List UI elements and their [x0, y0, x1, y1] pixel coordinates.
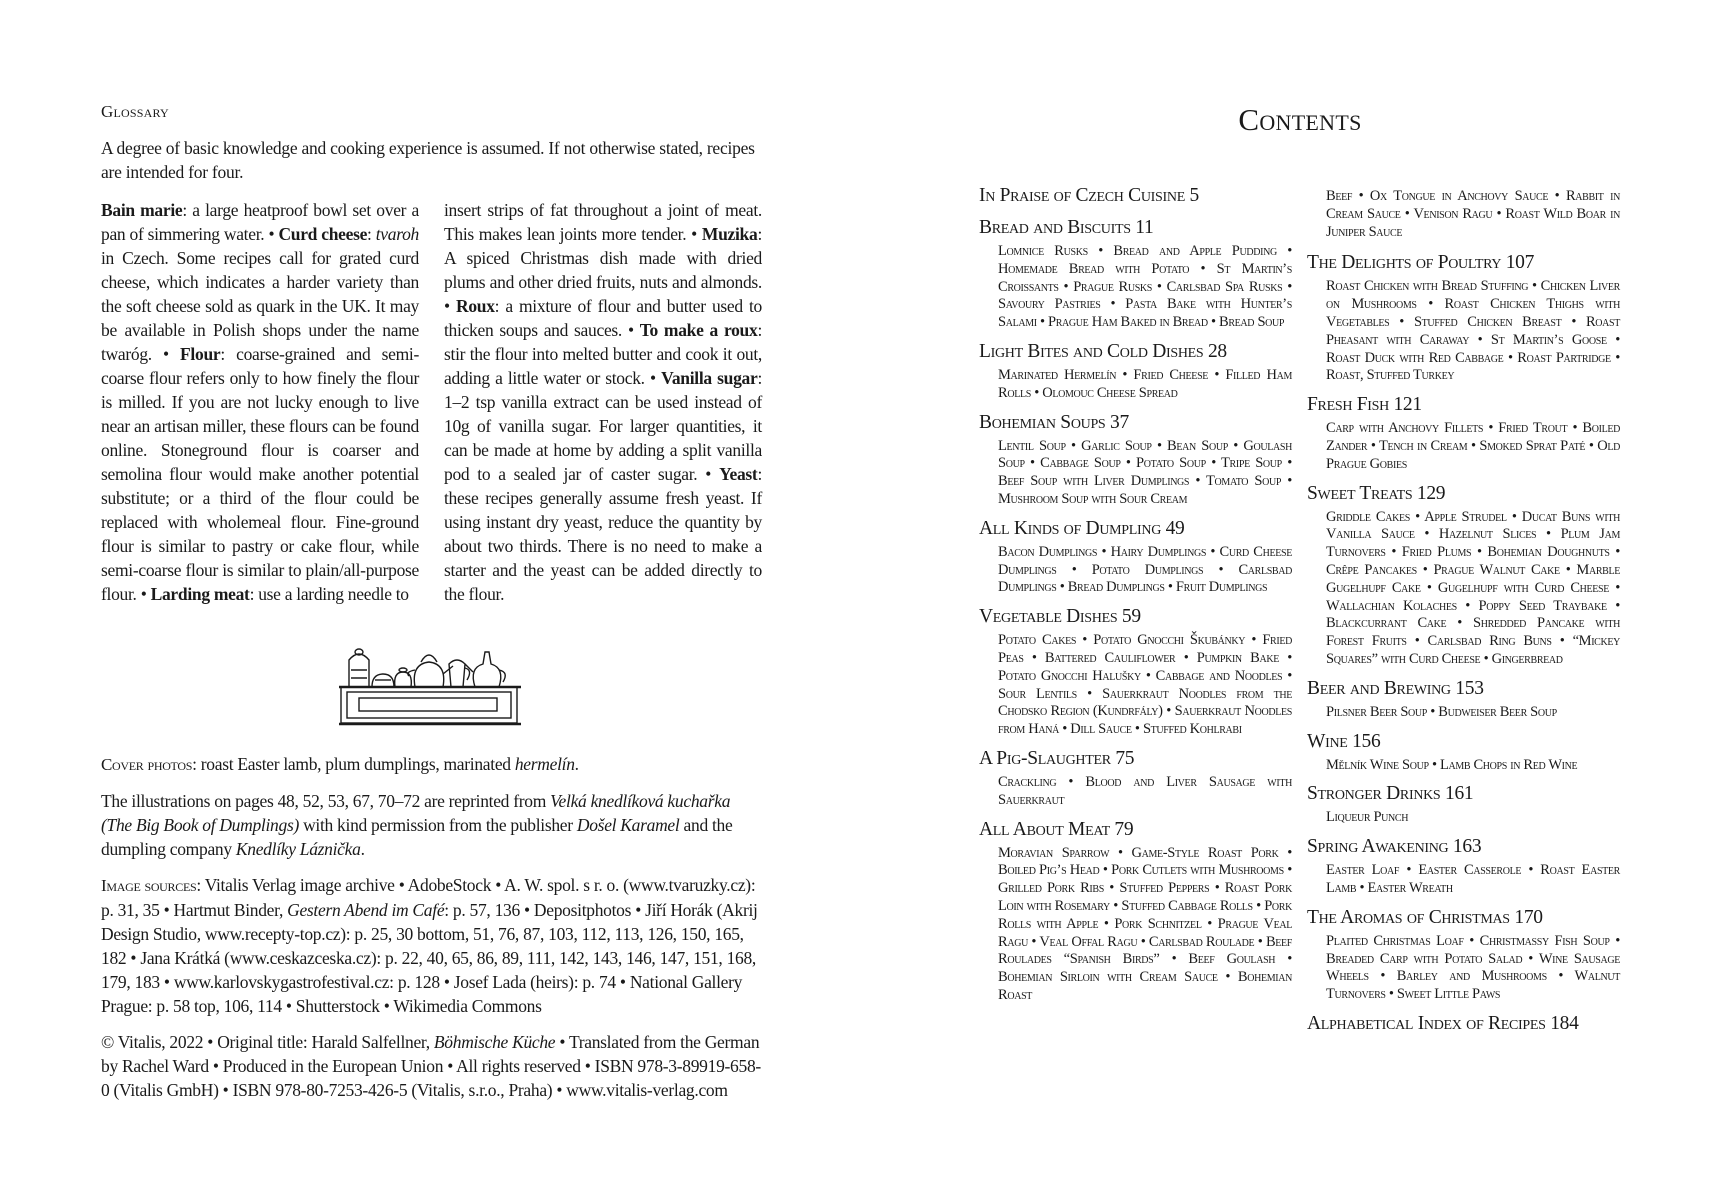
contents-chapter: [979, 184, 1292, 208]
cover-photos-label: Cover photos: [101, 755, 193, 774]
chapter-title-the-delights-of-poultry-107: The Delights of Poultry 107: [1307, 252, 1535, 274]
chapter-recipes: Moravian Sparrow • Game-Style Roast Pork • Boiled Pig’s Head • Pork Cutlets with Mushrooms • Grilled Pork Ribs • Stuffed Peppers • Roast Pork Loin with Rosemary • Stuffed Cabbage Rolls • Pork Rolls with Apple • Pork Schnitzel • Prague Veal Ragu • Veal Offal Ragu • Carlsbad Roulade • Beef Roulades “Spanish Birds” • Beef Goulash • Bohemian Sirloin with Cream Sauce • Bohemian Roast: [998, 844, 1292, 1003]
chapter-recipes: Lomnice Rusks • Bread and Apple Pudding • Homemade Bread with Potato • St Martin’s Croissants • Prague Rusks • Carlsbad Spa Rusks • Savoury Pastries • Pasta Bake with Hunter’s Salami • Prague Ham Baked in Bread • Bread Soup: [998, 243, 1292, 331]
contents-column-1: [979, 184, 1292, 1013]
contents-chapter: [979, 818, 1292, 1005]
image-sources-label: Image sources: [101, 876, 197, 895]
glossary-heading: Glossary: [101, 102, 169, 121]
illustrations-text-e: and the dumpling company: [101, 815, 733, 859]
chapter-title-all-about-meat-79: All About Meat 79: [979, 818, 1134, 840]
definition-yeast: : these recipes generally assume fresh yeast. If using instant dry yeast, reduce the quantity by about two thirds. There is no need to make a starter and the yeast can be added directly to the flour.: [444, 464, 762, 604]
cover-photos-text: : roast Easter lamb, plum dumplings, marinated: [192, 754, 515, 774]
illustrations-company: Knedlíky Láznička: [235, 839, 361, 859]
definition-curd-cheese-b: in Czech. Some recipes call for grated curd cheese, which indicates a harder variety than the soft cheese sold as quark in the UK. It may be available in Polish shops under the name twaróg. •: [101, 248, 419, 364]
chapter-recipes: Carp with Anchovy Fillets • Fried Trout • Boiled Zander • Tench in Cream • Smoked Sprat Paté • Old Prague Gobies: [1326, 420, 1620, 472]
contents-chapter: [979, 340, 1292, 403]
contents-chapter: [979, 216, 1292, 332]
illustrations-text-c: with kind permission from the publisher: [299, 815, 577, 835]
definition-vanilla-sugar: : 1–2 tsp vanilla extract can be used instead of 10g of vanilla sugar. For larger quantities, it can be made at home by adding a split vanilla pod to a sealed jar of caster sugar. •: [444, 368, 762, 484]
image-sources-credit: [101, 873, 762, 1018]
definition-roux: : a mixture of flour and butter used to thicken soups and sauces. •: [444, 296, 762, 340]
chapter-recipes: Liqueur Punch: [1326, 809, 1409, 826]
chapter-recipes: Potato Cakes • Potato Gnocchi Škubánky • Fried Peas • Battered Cauliflower • Pumpkin Bake • Potato Gnocchi Halušky • Cabbage and Noodles • Sour Lentils • Sauerkraut Noodles from the Chodsko Region (Kundrfály) • Sauerkraut Noodles from Haná • Dill Sauce • Stuffed Kohlrabi: [998, 632, 1292, 738]
contents-title: Contents: [1238, 102, 1362, 137]
chapter-title-the-aromas-of-christmas-170: The Aromas of Christmas 170: [1307, 906, 1543, 928]
chapter-recipes: Plaited Christmas Loaf • Christmassy Fish Soup • Breaded Carp with Potato Salad • Wine Sausage Wheels • Barley and Mushrooms • Walnut Turnovers • Sweet Little Paws: [1326, 932, 1620, 1003]
illustrations-text-g: .: [360, 839, 365, 859]
chapter-title-bohemian-soups-37: Bohemian Soups 37: [979, 411, 1129, 433]
chapter-title-wine-156: Wine 156: [1307, 730, 1381, 752]
cover-photos-italic: hermelín: [514, 754, 575, 774]
kitchen-shelf-illustration: [339, 642, 521, 732]
contents-chapter: [1307, 730, 1620, 775]
term-muzika: Muzika: [701, 224, 758, 244]
glossary-intro: A degree of basic knowledge and cooking experience is assumed. If not otherwise stated, recipes are intended for four.: [101, 138, 755, 182]
left-page: [101, 102, 762, 1102]
chapter-recipes: Pilsner Beer Soup • Budweiser Beer Soup: [1326, 703, 1557, 720]
chapter-title-a-pig-slaughter-75: A Pig-Slaughter 75: [979, 747, 1135, 769]
chapter-recipes: Lentil Soup • Garlic Soup • Bean Soup • Goulash Soup • Cabbage Soup • Potato Soup • Tripe Soup • Beef Soup with Liver Dumplings • Tomato Soup • Mushroom Soup with Sour Cream: [998, 437, 1292, 507]
glossary-columns: [101, 198, 762, 606]
chapter-title-light-bites-and-cold-dishes-28: Light Bites and Cold Dishes 28: [979, 340, 1227, 362]
definition-muzika: : A spiced Christmas dish made with dried plums and other dried fruits, nuts and almonds. •: [444, 224, 762, 316]
chapter-recipes: Griddle Cakes • Apple Strudel • Ducat Buns with Vanilla Sauce • Hazelnut Slices • Plum Jam Turnovers • Fried Plums • Bohemian Doughnuts • Crêpe Pancakes • Prague Walnut Cake • Marble Gugelhupf Cake • Gugelhupf with Curd Cheese • Wallachian Kolaches • Poppy Seed Traybake • Blackcurrant Cake • Shredded Pancake with Forest Fruits • Carlsbad Ring Buns • “Mickey Squares” with Curd Cheese • Gingerbread: [1326, 508, 1620, 667]
contents-chapter: [1307, 906, 1620, 1004]
glossary-column-1: [101, 198, 419, 606]
image-sources-text-a: : Vitalis Verlag image archive • AdobeStock • A. W. spol. s r. o. (www.tvaruzky.cz): p. 31, 35 • Hartmut Binder,: [101, 875, 756, 920]
chapter-recipes: Crackling • Blood and Liver Sausage with Sauerkraut: [998, 773, 1292, 808]
definition-curd-cheese-a: :: [367, 224, 376, 244]
chapter-title-stronger-drinks-161: Stronger Drinks 161: [1307, 783, 1474, 805]
illustrations-credit: [101, 789, 762, 861]
contents-chapter: [1307, 835, 1620, 898]
copyright-notice: [101, 1030, 762, 1102]
contents-chapter: [979, 411, 1292, 509]
chapter-title-sweet-treats-129: Sweet Treats 129: [1307, 482, 1446, 504]
chapter-recipes: Marinated Hermelín • Fried Cheese • Filled Ham Rolls • Olomouc Cheese Spread: [998, 366, 1292, 401]
contents-chapter: [1307, 393, 1620, 473]
definition-bain-marie: : a large heatproof bowl set over a pan of simmering water. •: [101, 200, 419, 244]
definition-larding-meat-cont: insert strips of fat throughout a joint of meat. This makes lean joints more tender. •: [444, 200, 762, 244]
contents-chapter: [1307, 251, 1620, 385]
chapter-title-spring-awakening-163: Spring Awakening 163: [1307, 836, 1482, 858]
contents-items-continued: Beef • Ox Tongue in Anchovy Sauce • Rabbit in Cream Sauce • Venison Ragu • Roast Wild Boar in Juniper Sauce: [1326, 188, 1620, 240]
term-to-make-a-roux: To make a roux: [639, 320, 758, 340]
chapter-title-alphabetical-index-of-recipes-184: Alphabetical Index of Recipes 184: [1307, 1012, 1579, 1034]
definition-to-make-a-roux: : stir the flour into melted butter and cook it out, adding a little water or stock. •: [444, 320, 762, 388]
chapter-title-in-praise-of-czech-cuisine-5: In Praise of Czech Cuisine 5: [979, 185, 1199, 206]
contents-chapter: [1307, 782, 1620, 827]
definition-larding-meat: : use a larding needle to: [249, 584, 409, 604]
chapter-recipes: Roast Chicken with Bread Stuffing • Chicken Liver on Mushrooms • Roast Chicken Thighs with Vegetables • Stuffed Chicken Breast • Roast Pheasant with Caraway • St Martin’s Goose • Roast Duck with Red Cabbage • Roast Partridge • Roast, Stuffed Turkey: [1326, 278, 1620, 384]
term-flour: Flour: [180, 344, 221, 364]
cover-photos-credit: [101, 752, 762, 777]
illustrations-text-a: The illustrations on pages 48, 52, 53, 67, 70–72 are reprinted from: [101, 791, 551, 811]
copyright-text-c: • Translated from the German by Rachel Ward • Produced in the European Union • All rights reserved • ISBN 978-3-89919-658-0 (Vitalis GmbH) • ISBN 978-80-7253-426-5 (Vitalis, s.r.o., Praha) • www.vitalis-verlag.com: [101, 1032, 761, 1100]
term-curd-cheese: Curd cheese: [278, 224, 368, 244]
term-roux: Roux: [455, 296, 495, 316]
term-bain-marie: Bain marie: [101, 200, 183, 220]
chapter-title-beer-and-brewing-153: Beer and Brewing 153: [1307, 677, 1484, 699]
contents-chapter: [1307, 1012, 1620, 1036]
chapter-title-fresh-fish-121: Fresh Fish 121: [1307, 394, 1422, 416]
chapter-recipes: Easter Loaf • Easter Casserole • Roast Easter Lamb • Easter Wreath: [1326, 862, 1620, 896]
chapter-recipes: Bacon Dumplings • Hairy Dumplings • Curd Cheese Dumplings • Potato Dumplings • Carlsbad Dumplings • Bread Dumplings • Fruit Dumplings: [998, 543, 1292, 596]
contents-chapter: [979, 605, 1292, 739]
contents-chapter: [1307, 677, 1620, 722]
chapter-title-all-kinds-of-dumpling-49: All Kinds of Dumpling 49: [979, 517, 1185, 539]
contents-chapter: [1307, 482, 1620, 669]
glossary-column-2: [444, 198, 762, 606]
chapter-title-bread-and-biscuits-11: Bread and Biscuits 11: [979, 217, 1154, 238]
contents-column-2: [1307, 188, 1620, 1044]
copyright-original-title: Böhmische Küche: [433, 1032, 556, 1052]
chapter-title-vegetable-dishes-59: Vegetable Dishes 59: [979, 606, 1141, 628]
definition-curd-cheese-czech: tvaroh: [375, 224, 419, 244]
cover-photos-end: .: [574, 754, 579, 774]
illustrations-publisher: Došel Karamel: [576, 815, 680, 835]
contents-chapter: [979, 747, 1292, 810]
copyright-text-a: © Vitalis, 2022 • Original title: Harald Salfellner,: [101, 1032, 434, 1052]
term-yeast: Yeast: [719, 464, 758, 484]
term-vanilla-sugar: Vanilla sugar: [661, 368, 758, 388]
chapter-recipes: Mělník Wine Soup • Lamb Chops in Red Wine: [1326, 756, 1578, 773]
contents-chapter: [979, 517, 1292, 597]
illustrations-book-title: Velká knedlíková kuchařka (The Big Book of Dumplings): [101, 791, 731, 835]
image-sources-italic: Gestern Abend im Café: [287, 900, 445, 920]
image-sources-text-c: : p. 57, 136 • Depositphotos • Jiří Horák (Akrij Design Studio, www.recepty-top.cz): p. 25, 30 bottom, 51, 76, 87, 103, 112, 113, 126, 150, 165, 182 • Jana Krátká (www.ceskazceska.cz): p. 22, 40, 65, 86, 89, 111, 142, 143, 146, 147, 151, 168, 179, 183 • www.karlovskygastrofestival.cz: p. 128 • Josef Lada (heirs): p. 74 • National Gallery Prague: p. 58 top, 106, 114 • Shutterstock • Wikimedia Commons: [101, 900, 758, 1016]
term-larding-meat: Larding meat: [150, 584, 250, 604]
definition-flour: : coarse-grained and semi-coarse flour refers only to how finely the flour is milled. If you are not lucky enough to live near an artisan miller, these flours can be found online. Stoneground flour is coarser and semolina flour would make another potential substitute; or a third of the flour could be replaced with wholemeal flour. Fine-ground flour is similar to pastry or cake flour, while semi-coarse flour is similar to plain/all-purpose flour. •: [101, 344, 419, 604]
